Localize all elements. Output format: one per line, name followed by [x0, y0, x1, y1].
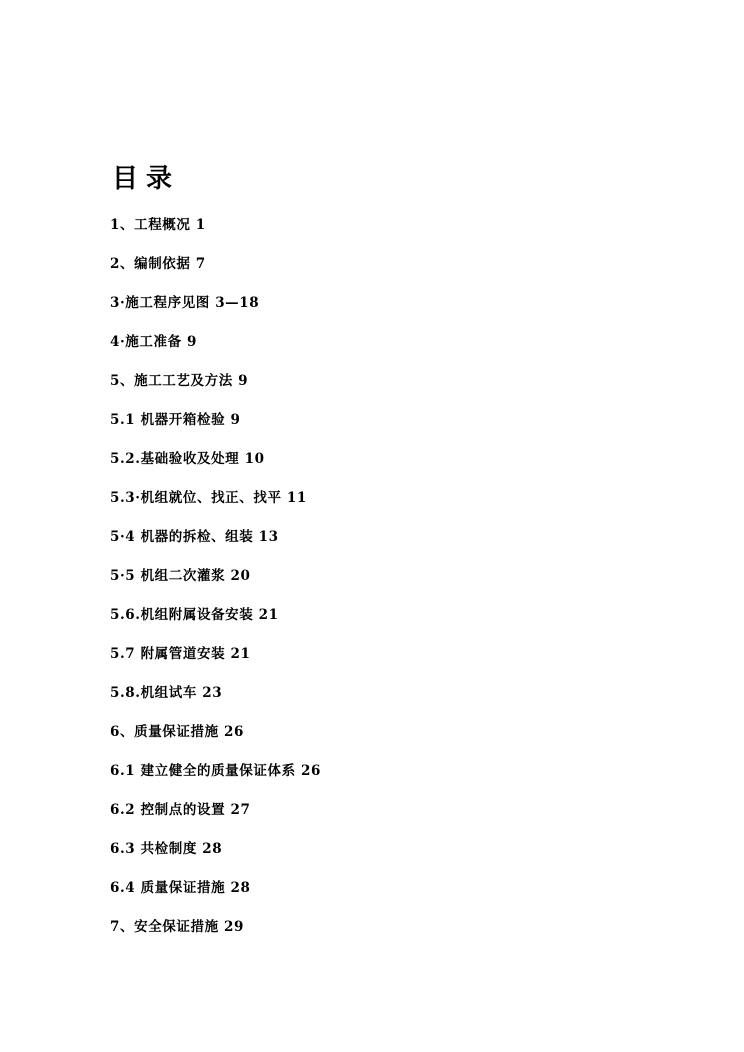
toc-entry-4: 4·施工准备 9 — [110, 334, 197, 350]
toc-entry-6: 6、质量保证措施 26 — [110, 724, 244, 740]
toc-entry-5-7: 5.7 附属管道安装 21 — [110, 646, 251, 662]
toc-entry-3: 3·施工程序见图 3—18 — [110, 295, 260, 311]
toc-list — [110, 214, 321, 955]
toc-entry-5-5: 5·5 机组二次灌浆 20 — [110, 568, 251, 584]
toc-entry-1: 1、工程概况 1 — [110, 217, 206, 233]
toc-entry-5-3: 5.3·机组就位、找正、找平 11 — [110, 490, 307, 506]
toc-entry-5-1: 5.1 机器开箱检验 9 — [110, 412, 241, 428]
toc-entry-6-1: 6.1 建立健全的质量保证体系 26 — [110, 763, 321, 779]
toc-entry-6-2: 6.2 控制点的设置 27 — [110, 802, 251, 818]
toc-title: 目录 — [112, 164, 181, 194]
toc-entry-5-4: 5·4 机器的拆检、组装 13 — [110, 529, 279, 545]
toc-entry-5-8: 5.8.机组试车 23 — [110, 685, 223, 701]
toc-entry-7: 7、安全保证措施 29 — [110, 919, 244, 935]
toc-entry-6-4: 6.4 质量保证措施 28 — [110, 880, 251, 896]
toc-entry-5-2: 5.2.基础验收及处理 10 — [110, 451, 265, 467]
toc-entry-5-6: 5.6.机组附属设备安装 21 — [110, 607, 279, 623]
toc-entry-5: 5、施工工艺及方法 9 — [110, 373, 249, 389]
toc-entry-2: 2、编制依据 7 — [110, 256, 206, 272]
toc-entry-6-3: 6.3 共检制度 28 — [110, 841, 223, 857]
